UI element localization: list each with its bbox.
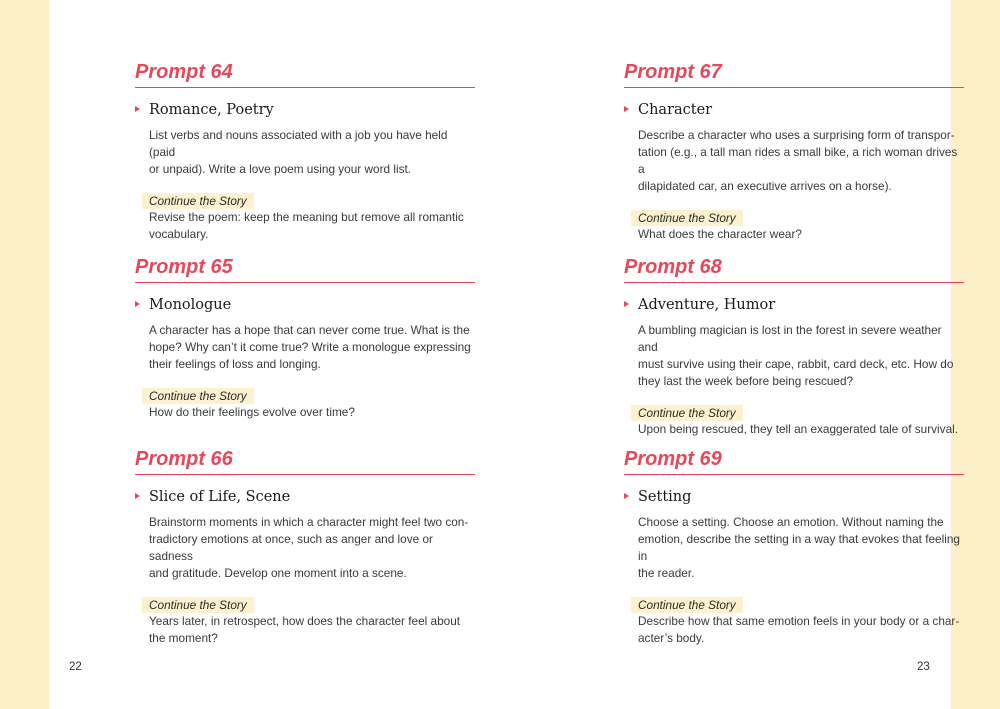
continue-text: [638, 226, 964, 243]
continue-section: [638, 402, 964, 438]
prompt-body-line: they last the week before being rescued?: [638, 374, 854, 388]
continue-text-line: Describe how that same emotion feels in your body or a char-: [638, 614, 960, 628]
triangle-bullet-icon: [624, 493, 629, 499]
continue-the-story-label: Continue the Story: [142, 597, 254, 613]
continue-text-line: What does the character wear?: [638, 227, 802, 241]
continue-text-line: Revise the poem: keep the meaning but remove all romantic: [149, 210, 464, 224]
continue-section: [149, 190, 475, 243]
prompt-title: Prompt 68: [624, 256, 722, 278]
prompt-block: [135, 447, 475, 647]
triangle-bullet-icon: [624, 106, 629, 112]
prompt-body: [149, 322, 475, 373]
triangle-bullet-icon: [135, 106, 140, 112]
continue-the-story-label: Continue the Story: [631, 405, 743, 421]
continue-text: [149, 613, 475, 647]
prompt-body-line: A bumbling magician is lost in the forest in severe weather and: [638, 323, 942, 354]
prompt-category-text: Slice of Life, Scene: [149, 489, 291, 505]
prompt-block: [624, 255, 964, 438]
continue-text: [149, 404, 475, 421]
page-number-right: 23: [917, 661, 930, 673]
prompt-category-text: Adventure, Humor: [638, 297, 776, 313]
prompt-block: [135, 255, 475, 421]
continue-text-line: the moment?: [149, 631, 218, 645]
prompt-body-line: must survive using their cape, rabbit, card deck, etc. How do: [638, 357, 954, 371]
prompt-body: [149, 514, 475, 582]
continue-text: [638, 421, 964, 438]
continue-section: [149, 385, 475, 421]
prompt-body-line: A character has a hope that can never come true. What is the: [149, 323, 470, 337]
prompt-body-line: List verbs and nouns associated with a job you have held (paid: [149, 128, 448, 159]
continue-section: [149, 594, 475, 647]
prompt-rule: [624, 87, 964, 88]
continue-text-line: Years later, in retrospect, how does the character feel about: [149, 614, 461, 628]
prompt-body-line: their feelings of loss and longing.: [149, 357, 321, 371]
prompt-body-line: Choose a setting. Choose an emotion. Without naming the: [638, 515, 944, 529]
continue-text-line: acter’s body.: [638, 631, 705, 645]
prompt-body-line: Brainstorm moments in which a character might feel two con-: [149, 515, 469, 529]
prompt-body-line: hope? Why can’t it come true? Write a monologue expressing: [149, 340, 471, 354]
prompt-body-line: tation (e.g., a tall man rides a small bike, a rich woman drives a: [638, 145, 958, 176]
prompt-rule: [135, 282, 475, 283]
prompt-block: [624, 447, 964, 647]
prompt-body-line: and gratitude. Develop one moment into a scene.: [149, 566, 407, 580]
prompt-category-text: Setting: [638, 489, 692, 505]
prompt-rule: [624, 474, 964, 475]
prompt-category-text: Monologue: [149, 297, 232, 313]
prompt-body-line: or unpaid). Write a love poem using your word list.: [149, 162, 412, 176]
prompt-category: [135, 488, 475, 506]
triangle-bullet-icon: [624, 301, 629, 307]
continue-the-story-label: Continue the Story: [142, 388, 254, 404]
prompt-title: Prompt 64: [135, 61, 233, 83]
prompt-body-line: emotion, describe the setting in a way that evokes that feeling in: [638, 532, 960, 563]
continue-the-story-label: Continue the Story: [142, 193, 254, 209]
continue-text-line: vocabulary.: [149, 227, 209, 241]
triangle-bullet-icon: [135, 493, 140, 499]
continue-text: [638, 613, 964, 647]
book-spread: [49, 0, 960, 709]
prompt-body-line: dilapidated car, an executive arrives on a horse).: [638, 179, 892, 193]
page-number-left: 22: [69, 661, 82, 673]
prompt-body-line: the reader.: [638, 566, 695, 580]
continue-section: [638, 594, 964, 647]
prompt-body: [638, 322, 964, 390]
continue-text-line: Upon being rescued, they tell an exaggerated tale of survival.: [638, 422, 959, 436]
prompt-category: [624, 296, 964, 314]
prompt-title: Prompt 66: [135, 448, 233, 470]
prompt-category-text: Romance, Poetry: [149, 102, 274, 118]
prompt-title: Prompt 65: [135, 256, 233, 278]
continue-text: [149, 209, 475, 243]
continue-text-line: How do their feelings evolve over time?: [149, 405, 355, 419]
prompt-category-text: Character: [638, 102, 713, 118]
prompt-category: [624, 488, 964, 506]
prompt-category: [135, 101, 475, 119]
continue-the-story-label: Continue the Story: [631, 597, 743, 613]
prompt-body: [638, 514, 964, 582]
prompt-category: [135, 296, 475, 314]
prompt-body-line: Describe a character who uses a surprising form of transpor-: [638, 128, 955, 142]
prompt-block: [135, 60, 475, 243]
prompt-rule: [135, 474, 475, 475]
prompt-category: [624, 101, 964, 119]
prompt-rule: [135, 87, 475, 88]
prompt-rule: [624, 282, 964, 283]
prompt-body: [149, 127, 475, 178]
prompt-block: [624, 60, 964, 243]
prompt-title: Prompt 67: [624, 61, 722, 83]
prompt-body: [638, 127, 964, 195]
prompt-title: Prompt 69: [624, 448, 722, 470]
continue-the-story-label: Continue the Story: [631, 210, 743, 226]
continue-section: [638, 207, 964, 243]
prompt-body-line: tradictory emotions at once, such as anger and love or sadness: [149, 532, 433, 563]
triangle-bullet-icon: [135, 301, 140, 307]
